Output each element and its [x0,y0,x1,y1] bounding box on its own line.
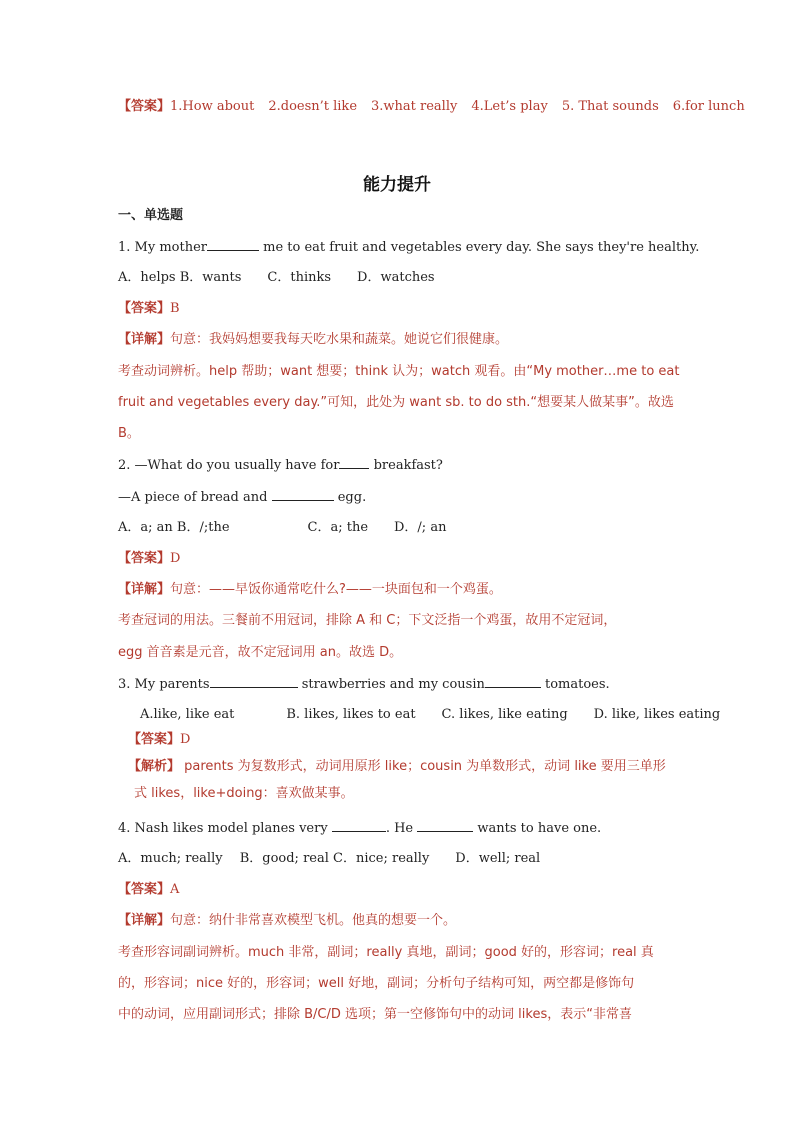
question-4-answer [118,881,179,899]
stem-text: tomatoes. [540,677,610,692]
question-3-analysis-1 [128,758,666,776]
stem-text: wants to have one. [473,821,602,836]
question-1-answer [118,300,180,318]
stem-text: 1. My mother [118,240,207,255]
question-2-detail-1 [118,581,502,599]
question-2-detail-3: egg 首音素是元音，故不定冠词用 an。故选 D。 [118,645,403,660]
answer-item: 1.How about [170,99,255,114]
analysis-text: parents 为复数形式，动词用原形 like；cousin 为单数形式，动词 like 要用三单形 [180,759,666,774]
detail-text: 句意：纳什非常喜欢模型飞机。他真的想要一个。 [170,913,457,928]
question-4-stem [118,819,601,838]
section-title: 能力提升 [363,175,431,195]
stem-text: 3. My parents [118,677,210,692]
detail-tag: 【详解】 [118,332,171,347]
stem-text: strawberries and my cousin [297,677,485,692]
question-4-detail-2: 考查形容词副词辨析。much 非常，副词；really 真地，副词；good 好的，形容词；real 真 [118,945,654,960]
answer-tag: 【答案】 [118,301,171,316]
answer-tag: 【答案】 [118,99,171,114]
answer-value: B [170,301,180,316]
question-3-options: A.like, like eat B. likes, likes to eat C. likes, like eating D. like, likes eating [140,707,721,722]
question-4-detail-4: 中的动词，应用副词形式；排除 B/C/D 选项；第一空修饰句中的动词 likes，表示“非常喜 [118,1007,632,1022]
answer-blank [207,238,259,251]
answer-item: 4.Let’s play [471,99,548,114]
answer-blank [339,456,369,469]
answer-item: 3.what really [371,99,458,114]
detail-tag: 【详解】 [118,582,171,597]
question-1-detail-1 [118,331,508,349]
stem-text: egg. [333,490,367,505]
stem-text: 4. Nash likes model planes very [118,821,332,836]
question-4-detail-1 [118,912,456,930]
answer-tag: 【答案】 [118,882,171,897]
question-2-stem-2 [118,488,366,507]
question-1-detail-3: fruit and vegetables every day.”可知，此处为 want sb. to do sth.“想要某人做某事”。故选 [118,395,674,410]
question-2-stem-1 [118,456,443,475]
question-1-stem [118,238,699,257]
analysis-tag: 【解析】 [128,759,181,774]
stem-text: . He [385,821,418,836]
detail-text: 句意：——早饭你通常吃什么?——一块面包和一个鸡蛋。 [170,582,502,597]
question-3-answer [128,731,190,749]
stem-text: me to eat fruit and vegetables every day. She says they're healthy. [258,240,700,255]
answer-item: 2.doesn’t like [268,99,358,114]
question-3-stem [118,675,610,694]
detail-text: 句意：我妈妈想要我每天吃水果和蔬菜。她说它们很健康。 [170,332,509,347]
answer-tag: 【答案】 [118,551,171,566]
answer-top-line [118,98,745,116]
stem-text: —A piece of bread and [118,490,272,505]
question-1-detail-4: B。 [118,426,140,441]
answer-item: 5. That sounds [561,99,659,114]
question-2-answer [118,550,180,568]
answer-value: D [180,732,191,747]
subsection-heading: 一、单选题 [118,208,184,223]
answer-blank [272,488,334,501]
question-2-options: A．a; an B．/;the C．a; the D．/; an [118,520,447,535]
answer-value: D [170,551,181,566]
question-4-options: A．much; really B．good; real C．nice; really D．well; real [118,851,541,866]
detail-tag: 【详解】 [118,913,171,928]
answer-blank [417,819,473,832]
question-3-analysis-2: 式 likes，like+doing：喜欢做某事。 [134,786,354,801]
stem-text: 2. —What do you usually have for [118,458,340,473]
answer-item: 6.for lunch [672,99,745,114]
question-4-detail-3: 的，形容词；nice 好的，形容词；well 好地，副词；分析句子结构可知，两空都是修饰句 [118,976,635,991]
question-2-detail-2: 考查冠词的用法。三餐前不用冠词，排除 A 和 C；下文泛指一个鸡蛋，故用不定冠词， [118,613,617,628]
answer-blank [332,819,386,832]
stem-text: breakfast? [369,458,443,473]
answer-blank [485,675,541,688]
answer-value: A [170,882,180,897]
question-1-detail-2: 考查动词辨析。help 帮助；want 想要；think 认为；watch 观看。由“My mother…me to eat [118,364,680,379]
answer-blank [210,675,298,688]
answer-tag: 【答案】 [128,732,181,747]
question-1-options: A．helps B．wants C．thinks D．watches [118,270,435,285]
